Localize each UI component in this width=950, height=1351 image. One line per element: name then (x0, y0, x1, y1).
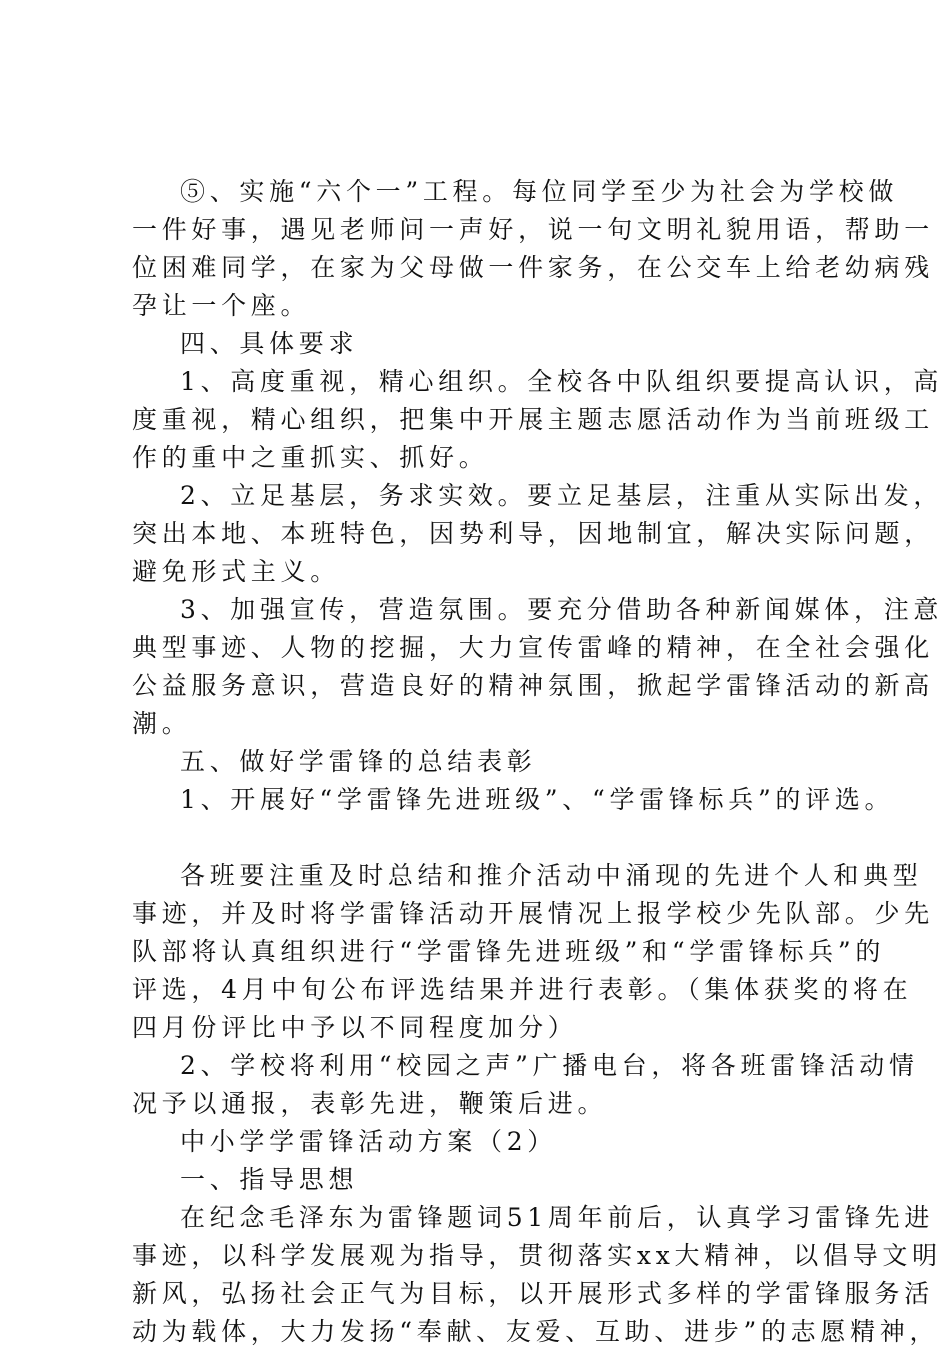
paragraph-line: 一件好事，遇见老师问一声好，说一句文明礼貌用语，帮助一 (132, 215, 934, 244)
paragraph-line: 潮。 (132, 709, 192, 738)
section-heading: 四、具体要求 (180, 329, 359, 358)
paragraph-line: 位困难同学，在家为父母做一件家务，在公交车上给老幼病残 (132, 253, 934, 282)
paragraph-line: ⑤、实施“六个一”工程。每位同学至少为社会为学校做 (180, 177, 899, 206)
paragraph-line: 1、高度重视，精心组织。全校各中队组织要提高认识，高 (180, 367, 944, 396)
paragraph-line: 孕让一个座。 (132, 291, 311, 320)
paragraph-line: 度重视，精心组织，把集中开展主题志愿活动作为当前班级工 (132, 405, 934, 434)
paragraph-line: 作的重中之重抓实、抓好。 (132, 443, 489, 472)
paragraph-line: 况予以通报，表彰先进，鞭策后进。 (132, 1089, 608, 1118)
section-heading: 五、做好学雷锋的总结表彰 (180, 747, 537, 776)
paragraph-line: 2、学校将利用“校园之声”广播电台，将各班雷锋活动情 (180, 1051, 919, 1080)
paragraph-line: 避免形式主义。 (132, 557, 340, 586)
document-title: 中小学学雷锋活动方案（2） (180, 1127, 558, 1156)
paragraph-line: 评选，4月中旬公布评选结果并进行表彰。（集体获奖的将在 (132, 975, 913, 1004)
paragraph-line: 2、立足基层，务求实效。要立足基层，注重从实际出发， (180, 481, 944, 510)
paragraph-line: 1、开展好“学雷锋先进班级”、“学雷锋标兵”的评选。 (180, 785, 895, 814)
paragraph-line: 队部将认真组织进行“学雷锋先进班级”和“学雷锋标兵”的 (132, 937, 886, 966)
paragraph-line: 四月份评比中予以不同程度加分） (132, 1013, 578, 1042)
paragraph-line: 3、加强宣传，营造氛围。要充分借助各种新闻媒体，注意 (180, 595, 944, 624)
paragraph-line: 新风，弘扬社会正气为目标，以开展形式多样的学雷锋服务活 (132, 1279, 934, 1308)
section-heading: 一、指导思想 (180, 1165, 359, 1194)
paragraph-line: 事迹，并及时将学雷锋活动开展情况上报学校少先队部。少先 (132, 899, 934, 928)
paragraph-line: 事迹，以科学发展观为指导，贯彻落实xx大精神，以倡导文明 (132, 1241, 942, 1270)
paragraph-line: 各班要注重及时总结和推介活动中涌现的先进个人和典型 (180, 861, 923, 890)
paragraph-line: 在纪念毛泽东为雷锋题词51周年前后，认真学习雷锋先进 (180, 1203, 935, 1232)
paragraph-line: 公益服务意识，营造良好的精神氛围，掀起学雷锋活动的新高 (132, 671, 934, 700)
paragraph-line: 突出本地、本班特色，因势利导，因地制宜，解决实际问题， (132, 519, 934, 548)
paragraph-line: 典型事迹、人物的挖掘，大力宣传雷峰的精神，在全社会强化 (132, 633, 934, 662)
paragraph-line: 动为载体，大力发扬“奉献、友爱、互助、进步”的志愿精神， (132, 1317, 940, 1346)
